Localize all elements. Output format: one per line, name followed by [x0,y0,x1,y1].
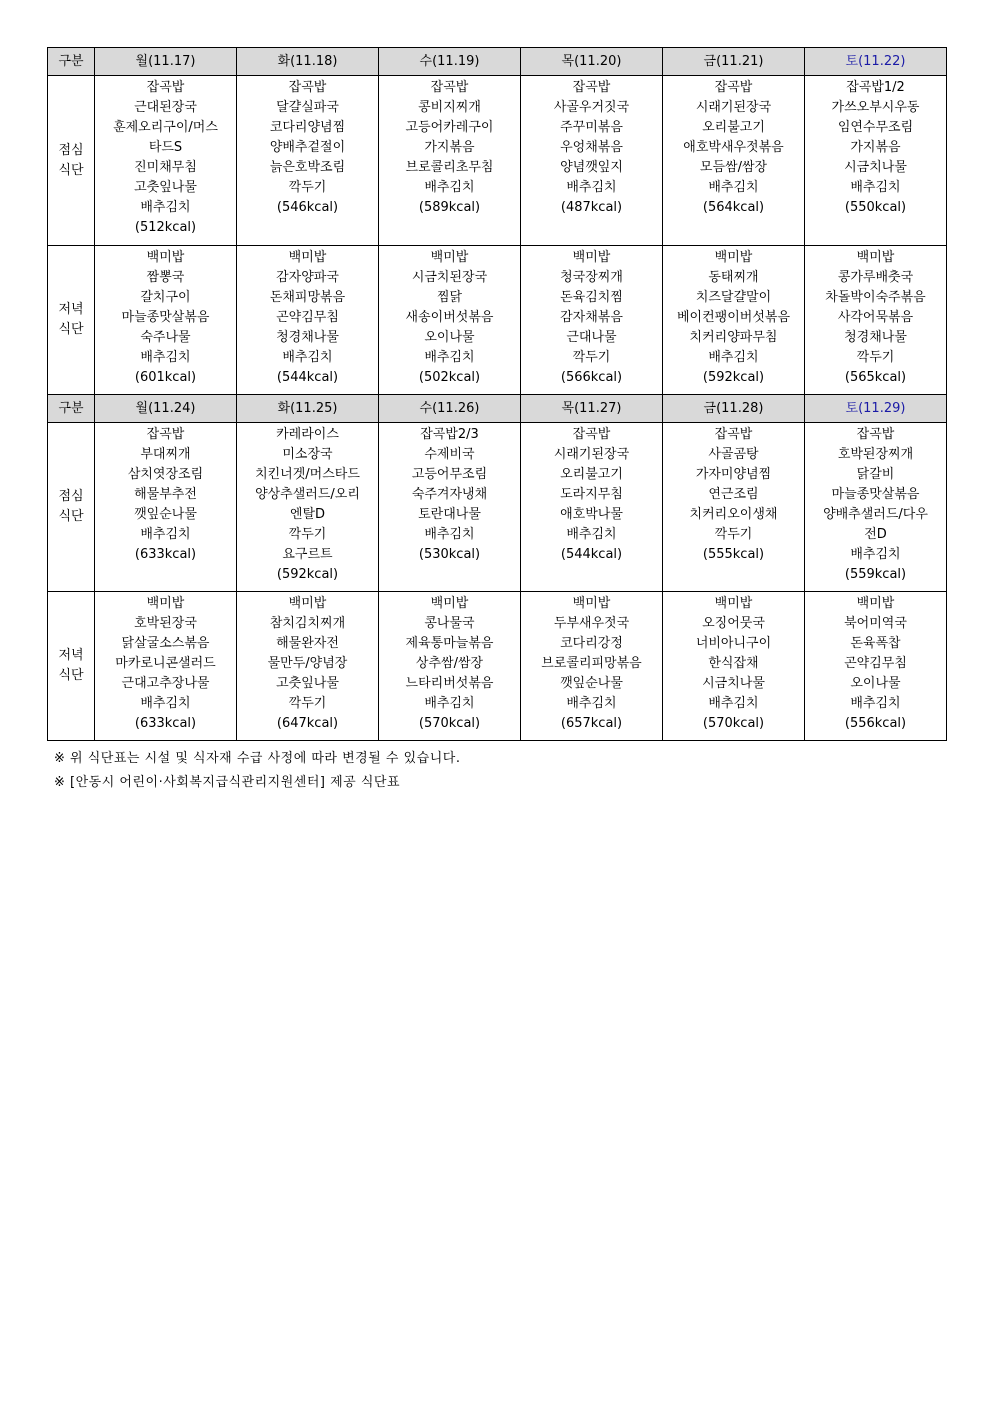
day-header: 토(11.22) [805,48,947,76]
menu-item: 오이나물 [424,330,475,345]
menu-item: 해물부추전 [134,487,197,502]
menu-item: 시금치된장국 [411,270,488,285]
menu-item: 백미밥 [572,250,611,265]
menu-item: 시래기된장국 [695,100,772,115]
day-header: 금(11.21) [663,48,805,76]
menu-item: 마늘종맛살볶음 [831,487,920,502]
menu-item: 깻잎순나물 [134,507,197,522]
menu-item: 치커리오이생채 [689,507,778,522]
menu-item: (601kcal) [134,370,197,385]
meal-label [48,76,95,246]
menu-item: 치킨너겟/머스타드 [255,467,360,482]
menu-item: 시금치나물 [844,160,907,175]
menu-item: (589kcal) [418,200,481,215]
menu-item: 깍두기 [288,696,327,711]
meal-menu-table [47,47,947,741]
menu-item: 상추쌈/쌈장 [415,656,484,671]
menu-item: 찜닭 [436,290,463,305]
menu-cell [95,76,237,246]
menu-cell [237,246,379,395]
menu-item: 가자미양념찜 [695,467,772,482]
day-header: 목(11.27) [521,395,663,423]
menu-cell [663,592,805,741]
menu-item: 브로콜리피망볶음 [541,656,642,671]
menu-item: 백미밥 [430,250,469,265]
menu-item: (502kcal) [418,370,481,385]
menu-item: 잡곡밥 [714,80,753,95]
header-label: 구분 [48,395,95,423]
menu-item: (544kcal) [560,547,623,562]
menu-item: 백미밥 [714,250,753,265]
menu-item: 잡곡밥2/3 [420,427,479,442]
menu-item: 마늘종맛살볶음 [121,310,210,325]
menu-item: (564kcal) [702,200,765,215]
menu-item: 너비아니구이 [695,636,772,651]
menu-item: 배추김치 [282,350,333,365]
menu-item: (633kcal) [134,716,197,731]
menu-cell [379,76,521,246]
menu-cell [805,592,947,741]
menu-item: (512kcal) [134,220,197,235]
menu-item: (633kcal) [134,547,197,562]
meal-label-line: 식단 [58,509,84,524]
menu-item: 잡곡밥 [430,80,469,95]
menu-item: 양념깻잎지 [560,160,623,175]
menu-item: 우엉채볶음 [560,140,623,155]
menu-cell [521,76,663,246]
menu-item: 잡곡밥 [146,427,185,442]
menu-item: 사골우거짓국 [553,100,630,115]
menu-item: 오리불고기 [560,467,623,482]
menu-item: 갈치구이 [140,290,191,305]
menu-cell [237,423,379,592]
menu-cell [95,246,237,395]
menu-item: 배추김치 [424,180,475,195]
menu-item: 백미밥 [288,250,327,265]
menu-item: 요구르트 [282,547,333,562]
menu-item: 모듬쌈/쌈장 [699,160,768,175]
menu-item: 미소장국 [282,447,333,462]
menu-item: 양배추샐러드/다우 [823,507,928,522]
menu-item: 청경채나물 [276,330,339,345]
menu-item: 곤약김무침 [844,656,907,671]
menu-cell [521,423,663,592]
menu-cell [237,592,379,741]
menu-item: 배추김치 [140,200,191,215]
menu-item: 삼치엿장조림 [127,467,204,482]
menu-item: 돈채피망볶음 [269,290,346,305]
menu-item: 백미밥 [430,596,469,611]
menu-item: 백미밥 [572,596,611,611]
menu-item: (565kcal) [844,370,907,385]
menu-item: 부대찌개 [140,447,191,462]
menu-item: 잡곡밥 [572,427,611,442]
menu-item: 배추김치 [424,696,475,711]
menu-item: 숙주나물 [140,330,191,345]
menu-item: 잡곡밥 [714,427,753,442]
menu-item: 전D [864,527,887,542]
menu-item: 잡곡밥1/2 [846,80,905,95]
menu-cell [663,246,805,395]
menu-item: 고등어카레구이 [405,120,494,135]
menu-item: 두부새우젓국 [553,616,630,631]
menu-item: 코다리강정 [560,636,623,651]
menu-item: (570kcal) [702,716,765,731]
menu-item: 닭갈비 [856,467,895,482]
menu-item: 물만두/양념장 [267,656,348,671]
menu-item: 치커리양파무침 [689,330,778,345]
menu-item: 양상추샐러드/오리 [255,487,360,502]
menu-item: 도라지무침 [560,487,623,502]
header-label: 구분 [48,48,95,76]
menu-item: 닭살굴소스볶음 [121,636,210,651]
menu-cell [95,423,237,592]
menu-item: (487kcal) [560,200,623,215]
menu-item: 청경채나물 [844,330,907,345]
day-header: 토(11.29) [805,395,947,423]
menu-item: 코다리양념찜 [269,120,346,135]
menu-item: 해물완자전 [276,636,339,651]
menu-item: 깍두기 [714,527,753,542]
menu-item: 배추김치 [424,350,475,365]
day-header: 금(11.28) [663,395,805,423]
menu-item: 배추김치 [566,527,617,542]
menu-item: 베이컨팽이버섯볶음 [676,310,791,325]
menu-item: 배추김치 [140,696,191,711]
menu-item: 짬뽕국 [146,270,185,285]
menu-item: 늙은호박조림 [269,160,346,175]
menu-item: (570kcal) [418,716,481,731]
menu-cell [663,76,805,246]
menu-cell [95,592,237,741]
menu-item: 청국장찌개 [560,270,623,285]
menu-item: (657kcal) [560,716,623,731]
menu-item: 가지볶음 [424,140,475,155]
menu-item: 참치김치찌개 [269,616,346,631]
menu-item: 타드S [148,140,183,155]
day-header: 월(11.17) [95,48,237,76]
menu-item: 깍두기 [572,350,611,365]
menu-item: (530kcal) [418,547,481,562]
meal-row [48,423,947,592]
menu-item: (556kcal) [844,716,907,731]
menu-item: 근대된장국 [134,100,197,115]
menu-item: 차돌박이숙주볶음 [825,290,926,305]
menu-item: 애호박새우젓볶음 [683,140,784,155]
menu-item: 호박된장국 [134,616,197,631]
menu-item: 백미밥 [856,596,895,611]
menu-item: 백미밥 [146,250,185,265]
menu-item: 진미채무침 [134,160,197,175]
menu-item: 배추김치 [566,696,617,711]
menu-item: (546kcal) [276,200,339,215]
menu-item: 애호박나물 [560,507,623,522]
menu-item: 감자채볶음 [560,310,623,325]
menu-item: 돈육김치찜 [560,290,623,305]
menu-item: 주꾸미볶음 [560,120,623,135]
menu-item: 오징어뭇국 [702,616,765,631]
menu-item: 배추김치 [850,547,901,562]
menu-item: 한식잡채 [708,656,759,671]
menu-item: 잡곡밥 [288,80,327,95]
menu-item: 백미밥 [714,596,753,611]
menu-item: 고춧잎나물 [276,676,339,691]
menu-item: 근대고추장나물 [121,676,210,691]
day-header: 월(11.24) [95,395,237,423]
menu-item: 콩나물국 [424,616,475,631]
menu-item: 잡곡밥 [572,80,611,95]
menu-cell [805,423,947,592]
meal-label-line: 저녁 [58,648,84,663]
menu-item: 제육통마늘볶음 [405,636,494,651]
menu-cell [521,592,663,741]
menu-item: 백미밥 [856,250,895,265]
menu-item: 콩가루배춧국 [837,270,914,285]
menu-item: 고등어무조림 [411,467,488,482]
menu-item: 백미밥 [288,596,327,611]
day-header: 수(11.26) [379,395,521,423]
menu-item: (566kcal) [560,370,623,385]
menu-item: (550kcal) [844,200,907,215]
menu-item: 깍두기 [288,527,327,542]
menu-item: 배추김치 [424,527,475,542]
meal-label-line: 식단 [58,322,84,337]
menu-item: 호박된장찌개 [837,447,914,462]
menu-item: 동태찌개 [708,270,759,285]
menu-item: 마카로니콘샐러드 [115,656,216,671]
menu-item: 토란대나물 [418,507,481,522]
menu-cell [805,76,947,246]
menu-item: (592kcal) [276,567,339,582]
menu-item: 오리불고기 [702,120,765,135]
meal-row [48,246,947,395]
day-header: 수(11.19) [379,48,521,76]
menu-item: 사각어묵볶음 [837,310,914,325]
menu-item: 새송이버섯볶음 [405,310,494,325]
menu-item: 백미밥 [146,596,185,611]
week-header-row [48,48,947,76]
menu-item: 훈제오리구이/머스 [113,120,218,135]
menu-item: 사골곰탕 [708,447,759,462]
menu-item: 카레라이스 [276,427,339,442]
menu-item: 엔탈D [289,507,326,522]
meal-label-line: 식단 [58,668,84,683]
menu-item: (544kcal) [276,370,339,385]
menu-item: 시래기된장국 [553,447,630,462]
day-header: 화(11.25) [237,395,379,423]
menu-item: 시금치나물 [702,676,765,691]
meal-label [48,592,95,741]
menu-item: 느타리버섯볶음 [405,676,494,691]
menu-cell [379,246,521,395]
meal-label-line: 점심 [58,489,84,504]
menu-item: 배추김치 [708,350,759,365]
meal-row [48,592,947,741]
menu-item: 오이나물 [850,676,901,691]
menu-item: (647kcal) [276,716,339,731]
meal-label-line: 식단 [58,162,84,178]
menu-item: 배추김치 [850,696,901,711]
meal-label [48,423,95,592]
menu-item: 배추김치 [140,527,191,542]
menu-item: 돈육폭찹 [850,636,901,651]
menu-item: 깻잎순나물 [560,676,623,691]
menu-item: 배추김치 [708,180,759,195]
day-header: 화(11.18) [237,48,379,76]
menu-item: 가쓰오부시우동 [831,100,920,115]
menu-item: 달걀실파국 [276,100,339,115]
menu-cell [237,76,379,246]
menu-item: 배추김치 [708,696,759,711]
week-header-row [48,395,947,423]
menu-item: (555kcal) [702,547,765,562]
meal-label-line: 점심 [58,142,84,158]
menu-cell [379,592,521,741]
menu-item: 배추김치 [140,350,191,365]
menu-item: 깍두기 [288,180,327,195]
menu-item: 잡곡밥 [856,427,895,442]
menu-item: (559kcal) [844,567,907,582]
menu-item: (592kcal) [702,370,765,385]
note-line: ※ [안동시 어린이·사회복지급식관리지원센터] 제공 식단표 [54,775,401,790]
day-header: 목(11.20) [521,48,663,76]
menu-item: 연근조림 [708,487,759,502]
notes [54,747,461,795]
menu-item: 치즈달걀말이 [695,290,772,305]
menu-item: 숙주겨자냉채 [411,487,488,502]
menu-cell [521,246,663,395]
menu-item: 콩비지찌개 [418,100,481,115]
menu-item: 가지볶음 [850,140,901,155]
menu-item: 수제비국 [424,447,475,462]
menu-item: 깍두기 [856,350,895,365]
meal-row [48,76,947,246]
menu-item: 배추김치 [850,180,901,195]
meal-label [48,246,95,395]
menu-item: 곤약김무침 [276,310,339,325]
menu-item: 잡곡밥 [146,80,185,95]
menu-cell [379,423,521,592]
menu-item: 양배추겉절이 [269,140,346,155]
menu-item: 고춧잎나물 [134,180,197,195]
note-line: ※ 위 식단표는 시설 및 식자재 수급 사정에 따라 변경될 수 있습니다. [54,751,461,766]
menu-item: 배추김치 [566,180,617,195]
menu-cell [663,423,805,592]
menu-item: 근대나물 [566,330,617,345]
menu-item: 북어미역국 [844,616,907,631]
meal-label-line: 저녁 [58,302,84,317]
menu-cell [805,246,947,395]
menu-item: 브로콜리초무침 [405,160,494,175]
menu-item: 감자양파국 [276,270,339,285]
menu-item: 임연수무조림 [837,120,914,135]
